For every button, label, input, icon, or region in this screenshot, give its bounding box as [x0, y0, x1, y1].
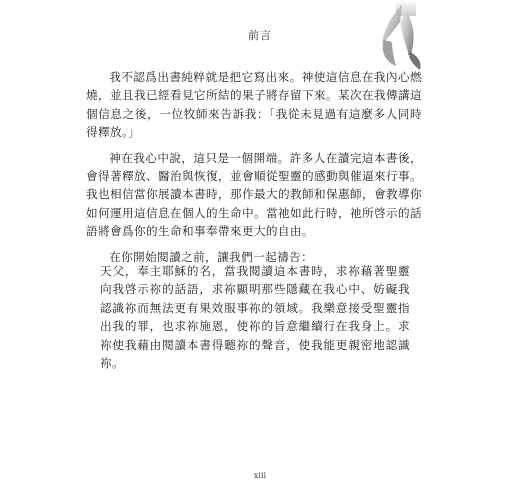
paragraph-spacer: [86, 241, 422, 248]
paragraph: 在你開始閱讀之前，讓我們一起禱告：: [109, 249, 314, 264]
chapter-title: 前言: [248, 29, 272, 42]
paragraph: 我不認爲出書純粹就是把它寫出來。神使這信息在我內心燃燒，並且我已經看見它所結的果子將存留下來。某次在我傳講這個信息之後，一位牧師來告訴我：「我從未見過有這麼多人同時得釋放。」: [86, 70, 422, 140]
page-number: xiii: [253, 471, 267, 480]
paragraph-spacer: [86, 142, 422, 149]
prayer-block: [100, 262, 410, 372]
paragraph: 神在我心中說，這只是一個開端。許多人在讀完這本書後，會得著釋放、醫治與恢復，並會順從聖靈的感動與催逼來行事。我也相信當你展讀本書時，那作最大的教師和保惠師，會教導你如何運用這信息在個人的生命中。當祂如此行時，祂所啓示的話語將會爲你的生命和事奉帶來更大的自由。: [86, 150, 422, 239]
body-text: [86, 68, 422, 266]
prayer-text: 天父，奉主耶穌的名，當我閱讀這本書時，求祢藉著聖靈向我啓示祢的話語，求祢顯明那些隱藏在我心中、妨礙我認識祢而無法更有果效服事祢的領域。我樂意接受聖靈指出我的罪，也求祢施恩，使祢的旨意繼續行在我身上。求祢使我藉由閱讀本書得聽祢的聲音，使我能更親密地認識祢。: [100, 264, 410, 371]
